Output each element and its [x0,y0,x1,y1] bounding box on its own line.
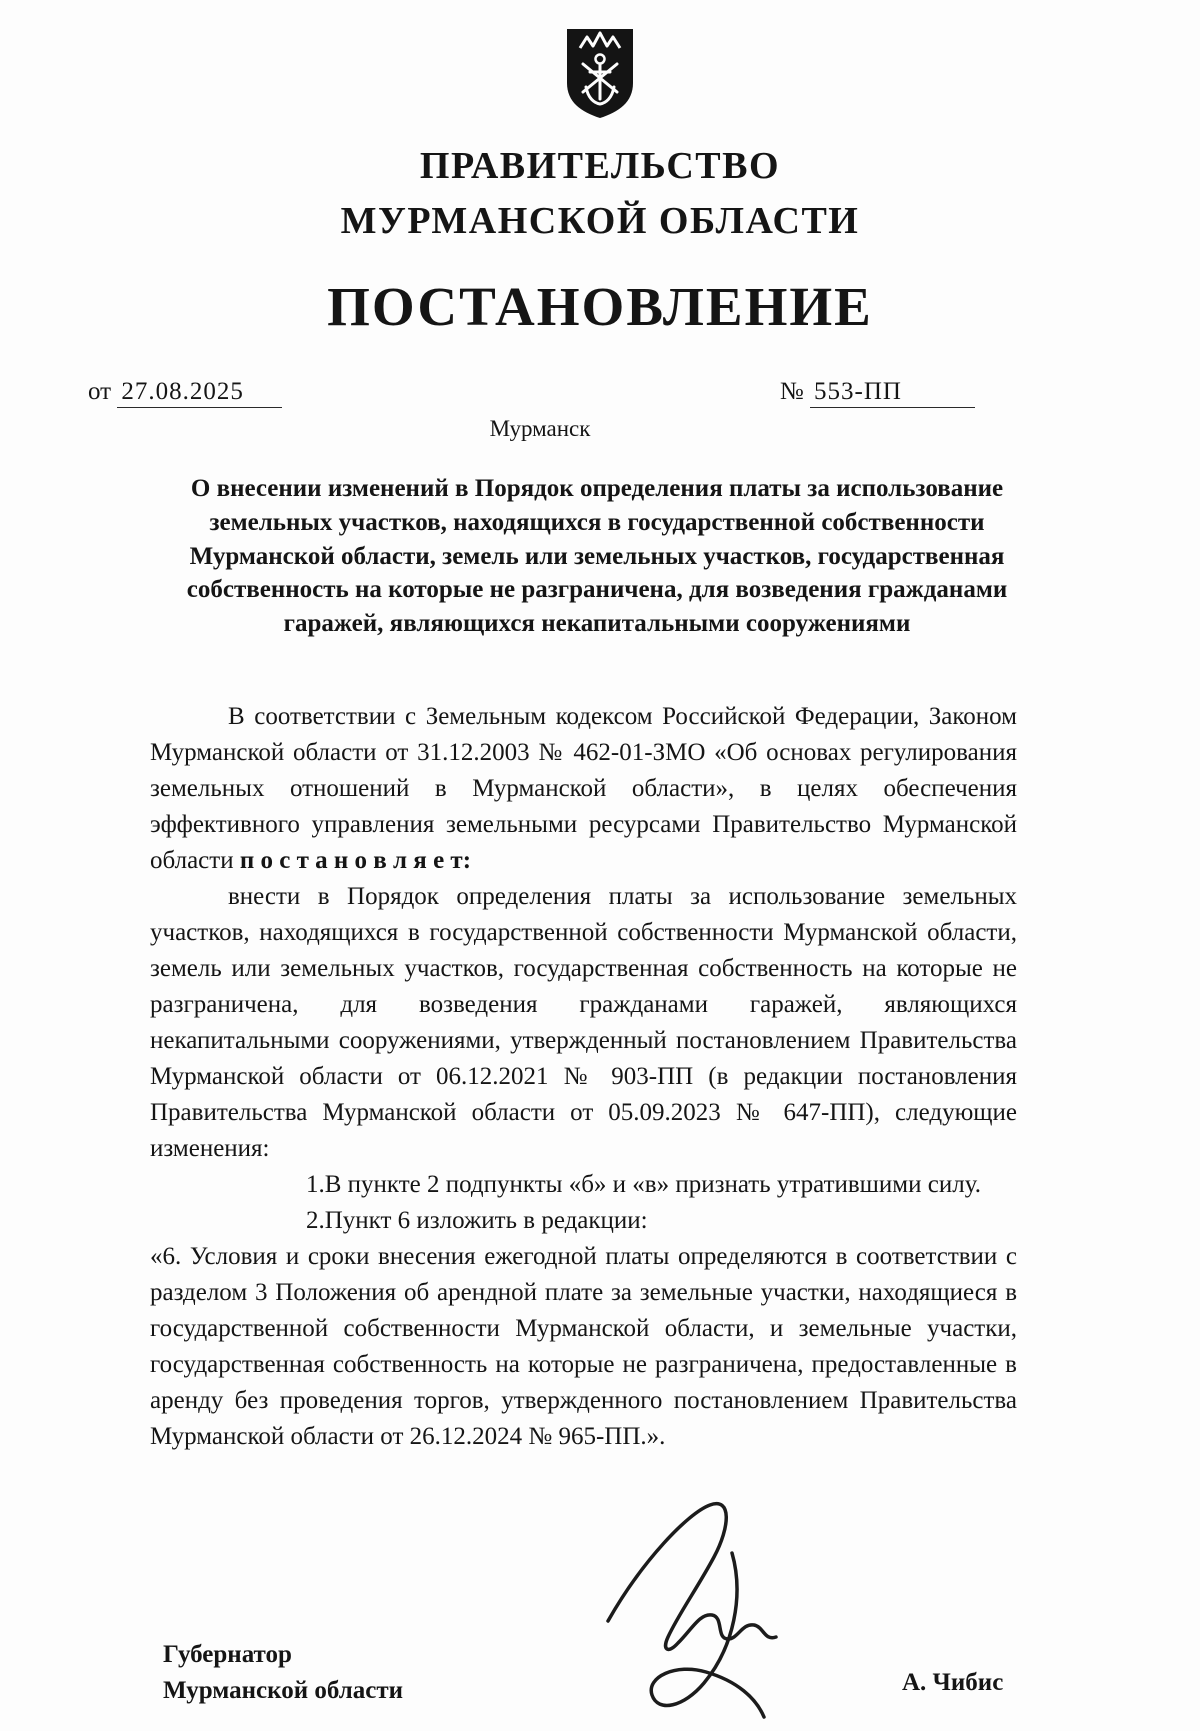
document-type-heading: ПОСТАНОВЛЕНИЕ [327,276,873,338]
number-value: 553-ПП [810,378,975,408]
date-field [88,378,282,408]
date-prefix: от [88,378,112,406]
paragraph-1-bold: п о с т а н о в л я е т: [239,846,472,874]
city-label: Мурманск [489,416,591,442]
document-body [150,699,1017,1455]
list-item-2-number: 2. [306,1206,325,1234]
list-item-2-text: Пункт 6 изложить в редакции: [324,1206,648,1234]
emblem-container [0,0,1200,125]
signer-name: А. Чибис [902,1668,1004,1696]
body-paragraph-1 [150,699,1017,879]
body-paragraph-3: «6. Условия и сроки внесения ежегодной платы определяются в соответствии с разделом 3 Положения об арендной плате за земельные участки, находящиеся в государственной собственности Мурманской области, и земельные участки, государственная собственность на которые не разграничена, предоставленные в аренду без проведения торгов, утвержденного постановлением Правительства Мурманской области от 26.12.2024 № 965-ПП.». [150,1242,1017,1450]
org-name-line1: ПРАВИТЕЛЬСТВО [419,145,781,187]
signer-position-line1: Губернатор [163,1640,292,1668]
handwritten-signature [580,1491,830,1731]
org-name-line2: МУРМАНСКОЙ ОБЛАСТИ [340,200,860,243]
org-name-block [0,139,1200,249]
body-paragraph-2: внести в Порядок определения платы за использование земельных участков, находящихся в государственной собственности Мурманской области, земель или земельных участков, государственная собственность на которые не разграничена, для возведения гражданами гаражей, являющихся некапитальными сооружениями, утвержденный постановлением Правительства Мурманской области от 06.12.2021 № 903-ПП (в редакции постановления Правительства Мурманской области от 05.09.2023 № 647-ПП), следующие изменения: [150,882,1017,1162]
date-value: 27.08.2025 [117,378,282,408]
signer-position-line2: Мурманской области [163,1677,404,1705]
list-item-1 [150,1167,1017,1203]
number-prefix: № [779,378,804,406]
number-field [780,378,975,408]
paragraph-1-text: В соответствии с Земельным кодексом Российской Федерации, Законом Мурманской области от 31.12.2003 № 462-01-ЗМО «Об основах регулирования земельных отношений в Мурманской области», в целях обеспечения эффективного управления земельными ресурсами Правительство Мурманской области [150,702,1017,874]
list-item-1-number: 1. [306,1170,325,1198]
document-title: О внесении изменений в Порядок определения платы за использование земельных участков, находящихся в государственной собственности Мурманской области, земель или земельных участков, государственная собственность на которые не разграничена, для возведения гражданами гаражей, являющихся некапитальными сооружениями [186,475,1008,638]
list-item-1-text: В пункте 2 подпункты «б» и «в» признать утратившими силу. [324,1170,981,1198]
list-item-2 [150,1203,1017,1239]
meta-row [88,378,975,408]
signer-position [163,1637,403,1710]
signature-block [150,1551,1050,1731]
coat-of-arms-icon [563,26,637,125]
